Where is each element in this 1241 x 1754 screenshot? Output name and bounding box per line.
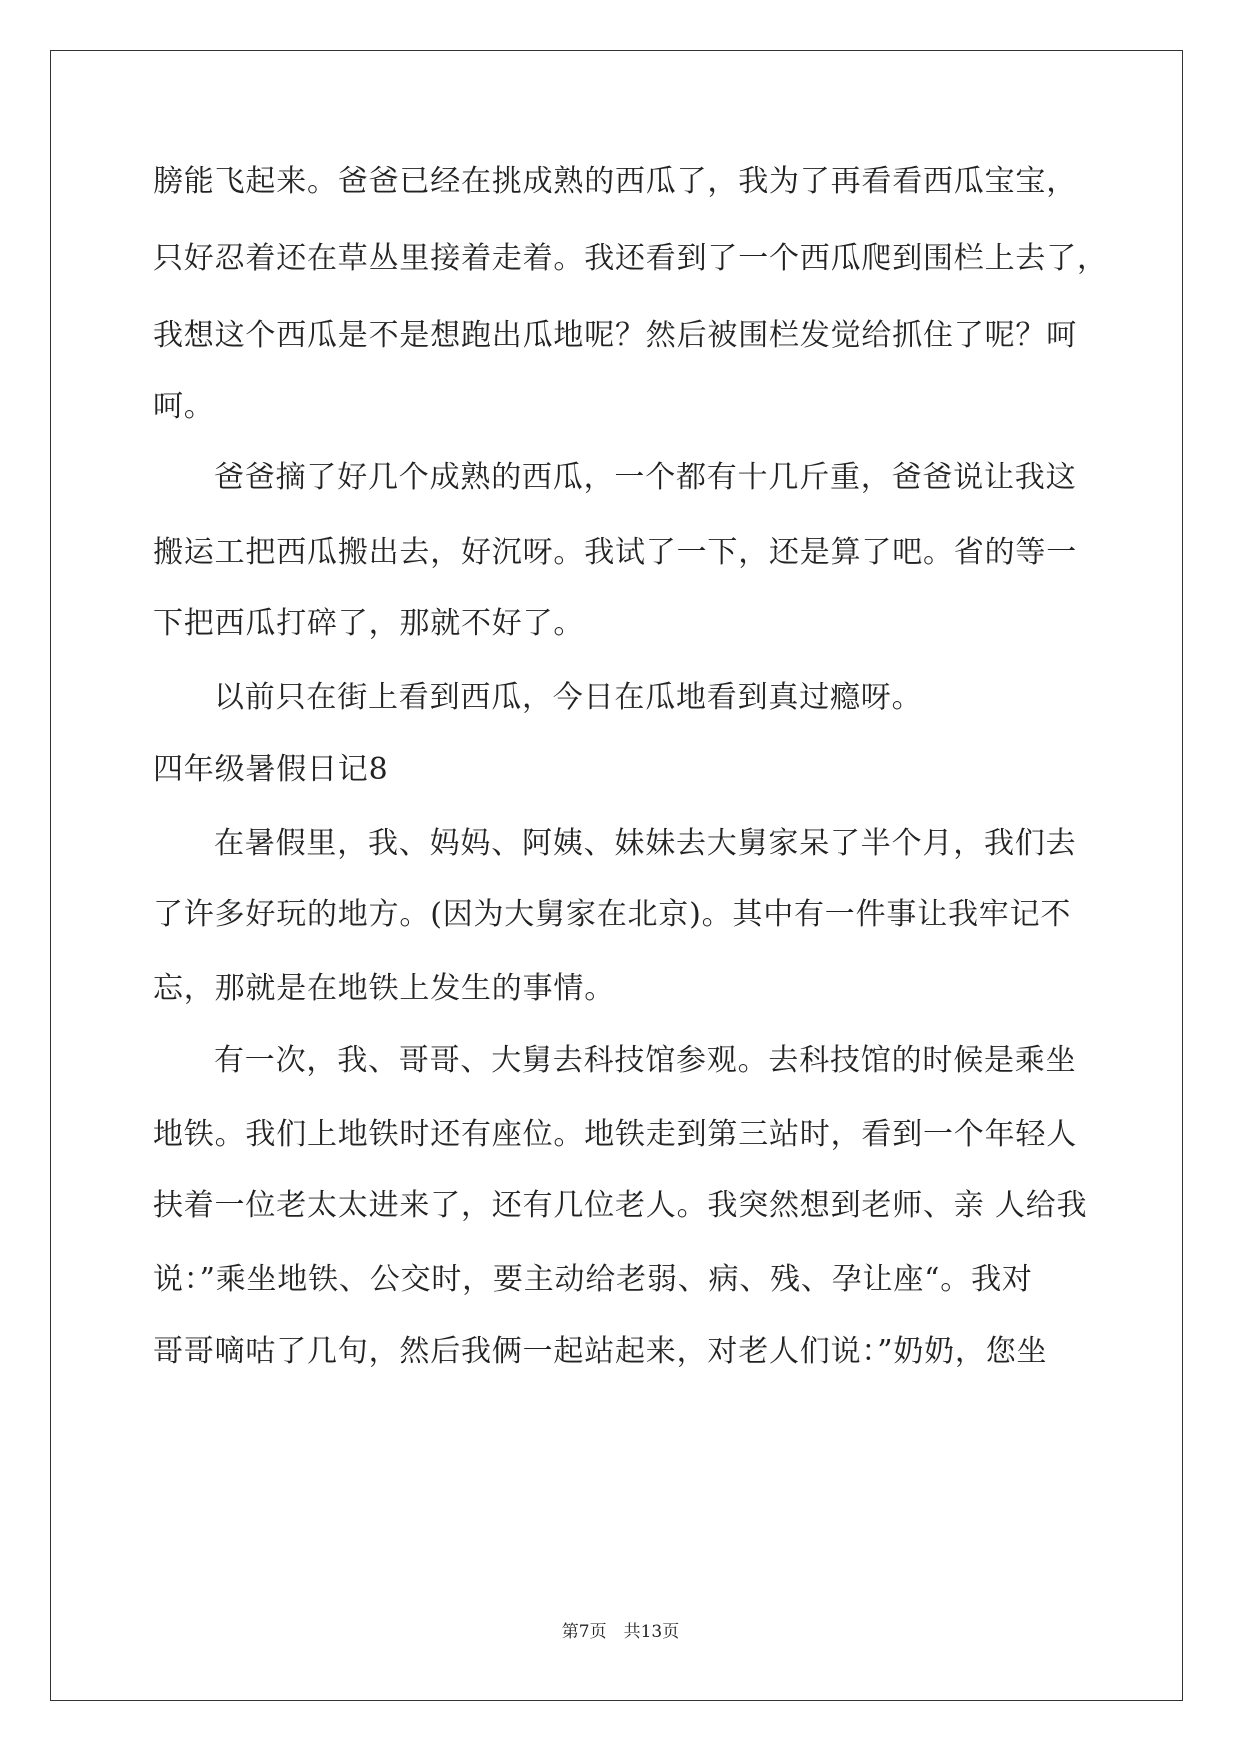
text-line: 我想这个西瓜是不是想跑出瓜地呢？然后被围栏发觉给抓住了呢？呵 — [153, 318, 1077, 353]
text-line: 下把西瓜打碎了，那就不好了。 — [153, 606, 585, 641]
text-line: 膀能飞起来。爸爸已经在挑成熟的西瓜了，我为了再看看西瓜宝宝， — [153, 164, 1077, 199]
text-line: 地铁。我们上地铁时还有座位。地铁走到第三站时，看到一个年轻人 — [153, 1117, 1077, 1152]
text-line: 哥哥嘀咕了几句，然后我俩一起站起来，对老人们说：”奶奶，您坐 — [153, 1334, 1048, 1369]
text-line: 了许多好玩的地方。(因为大舅家在北京)。其中有一件事让我牢记不 — [153, 897, 1072, 932]
text-line: 只好忍着还在草丛里接着走着。我还看到了一个西瓜爬到围栏上去了， — [153, 241, 1108, 276]
text-line: 搬运工把西瓜搬出去，好沉呀。我试了一下，还是算了吧。省的等一 — [153, 535, 1077, 570]
text-line: 扶着一位老太太进来了，还有几位老人。我突然想到老师、亲 人给我 — [153, 1188, 1088, 1223]
text-line: 呵。 — [153, 389, 215, 424]
text-line: 忘，那就是在地铁上发生的事情。 — [153, 971, 615, 1006]
text-line: 说：”乘坐地铁、公交时，要主动给老弱、病、残、孕让座“。我对 — [153, 1262, 1033, 1297]
section-heading: 四年级暑假日记8 — [153, 752, 389, 787]
page-footer: 第7页 共13页 — [561, 1622, 680, 1642]
text-line: 以前只在街上看到西瓜，今日在瓜地看到真过瘾呀。 — [214, 680, 923, 715]
text-line: 在暑假里，我、妈妈、阿姨、妹妹去大舅家呆了半个月，我们去 — [214, 826, 1077, 861]
text-line: 爸爸摘了好几个成熟的西瓜，一个都有十几斤重，爸爸说让我这 — [214, 460, 1077, 495]
text-line: 有一次，我、哥哥、大舅去科技馆参观。去科技馆的时候是乘坐 — [214, 1043, 1077, 1078]
page-border — [50, 50, 1183, 1701]
